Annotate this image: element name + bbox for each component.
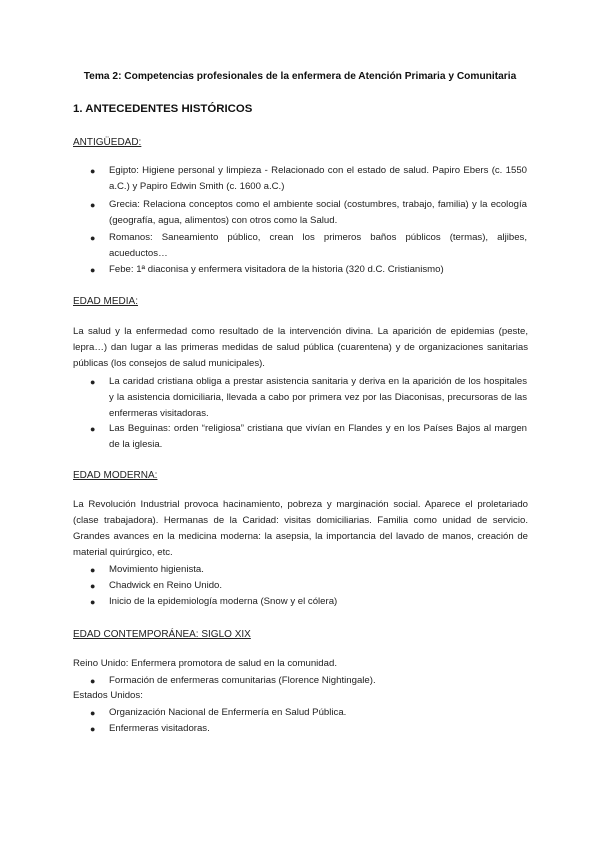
document-title: Tema 2: Competencias profesionales de la enfermera de Atención Primaria y Comunitaria xyxy=(83,71,517,82)
bullet-icon: ● xyxy=(90,708,96,718)
section-title-antiguedad: ANTIGÜEDAD: xyxy=(73,137,142,148)
section-title-edad-moderna: EDAD MODERNA: xyxy=(73,470,158,481)
paragraph: La salud y la enfermedad como resultado de la intervención divina. La aparición de epidemias (peste, lepra…) dan lugar a las primeras medidas de salud pública (cuarentena) y de organizaciones sanitarias públicas (los consejos de salud municipales). xyxy=(73,326,528,369)
list-item-text: Grecia: Relaciona conceptos como el ambiente social (costumbres, trabajo, familia) y la ecología (geografía, agua, alimentos) con otros como la Salud. xyxy=(109,199,527,226)
list-item-text: Febe: 1ª diaconisa y enfermera visitadora de la historia (320 d.C. Cristianismo) xyxy=(109,264,444,275)
section-title-edad-contemporanea: EDAD CONTEMPORÁNEA: SIGLO XIX xyxy=(73,629,251,640)
section-title-edad-media: EDAD MEDIA: xyxy=(73,296,139,307)
bullet-icon: ● xyxy=(90,676,96,686)
list-item-text: Las Beguinas: orden “religiosa” cristiana que vivían en Flandes y en los Países Bajos al margen de la iglesia. xyxy=(109,423,527,450)
paragraph: Estados Unidos: xyxy=(73,690,143,701)
bullet-icon: ● xyxy=(90,724,96,734)
bullet-icon: ● xyxy=(90,424,96,434)
list-item-text: Romanos: Saneamiento público, crean los primeros baños públicos (termas), aljibes, acueductos… xyxy=(109,232,527,259)
list-item-text: Chadwick en Reino Unido. xyxy=(109,580,223,591)
list-item-text: La caridad cristiana obliga a prestar asistencia sanitaria y deriva en la aparición de los hospitales y la asistencia domiciliaria, llevada a cabo por primera vez por las Diaconisas, precursoras de las enfermeras visitadoras. xyxy=(109,376,527,419)
list-item-text: Egipto: Higiene personal y limpieza - Relacionado con el estado de salud. Papiro Ebers (c. 1550 a.C.) y Papiro Edwin Smith (c. 1600 a.C.) xyxy=(109,165,527,192)
list-item-text: Organización Nacional de Enfermería en Salud Pública. xyxy=(109,707,347,718)
list-item-text: Enfermeras visitadoras. xyxy=(109,723,210,734)
bullet-icon: ● xyxy=(90,265,96,275)
bullet-icon: ● xyxy=(90,166,96,176)
bullet-icon: ● xyxy=(90,377,96,387)
bullet-icon: ● xyxy=(90,597,96,607)
bullet-icon: ● xyxy=(90,233,96,243)
list-item-text: Movimiento higienista. xyxy=(109,564,204,575)
bullet-icon: ● xyxy=(90,200,96,210)
bullet-icon: ● xyxy=(90,565,96,575)
section-heading: 1. ANTECEDENTES HISTÓRICOS xyxy=(73,103,253,115)
list-item-text: Formación de enfermeras comunitarias (Florence Nightingale). xyxy=(109,675,376,686)
paragraph: Reino Unido: Enfermera promotora de salud en la comunidad. xyxy=(73,658,337,669)
paragraph: La Revolución Industrial provoca hacinamiento, pobreza y marginación social. Aparece el proletariado (clase trabajadora). Hermanas de la Caridad: visitas domiciliarias. Familia como unidad de servicio. Grandes avances en la medicina moderna: la asepsia, la importancia del lavado de manos, creación de material quirúrgico, etc. xyxy=(73,499,528,558)
list-item-text: Inicio de la epidemiología moderna (Snow y el cólera) xyxy=(109,596,338,607)
bullet-icon: ● xyxy=(90,581,96,591)
